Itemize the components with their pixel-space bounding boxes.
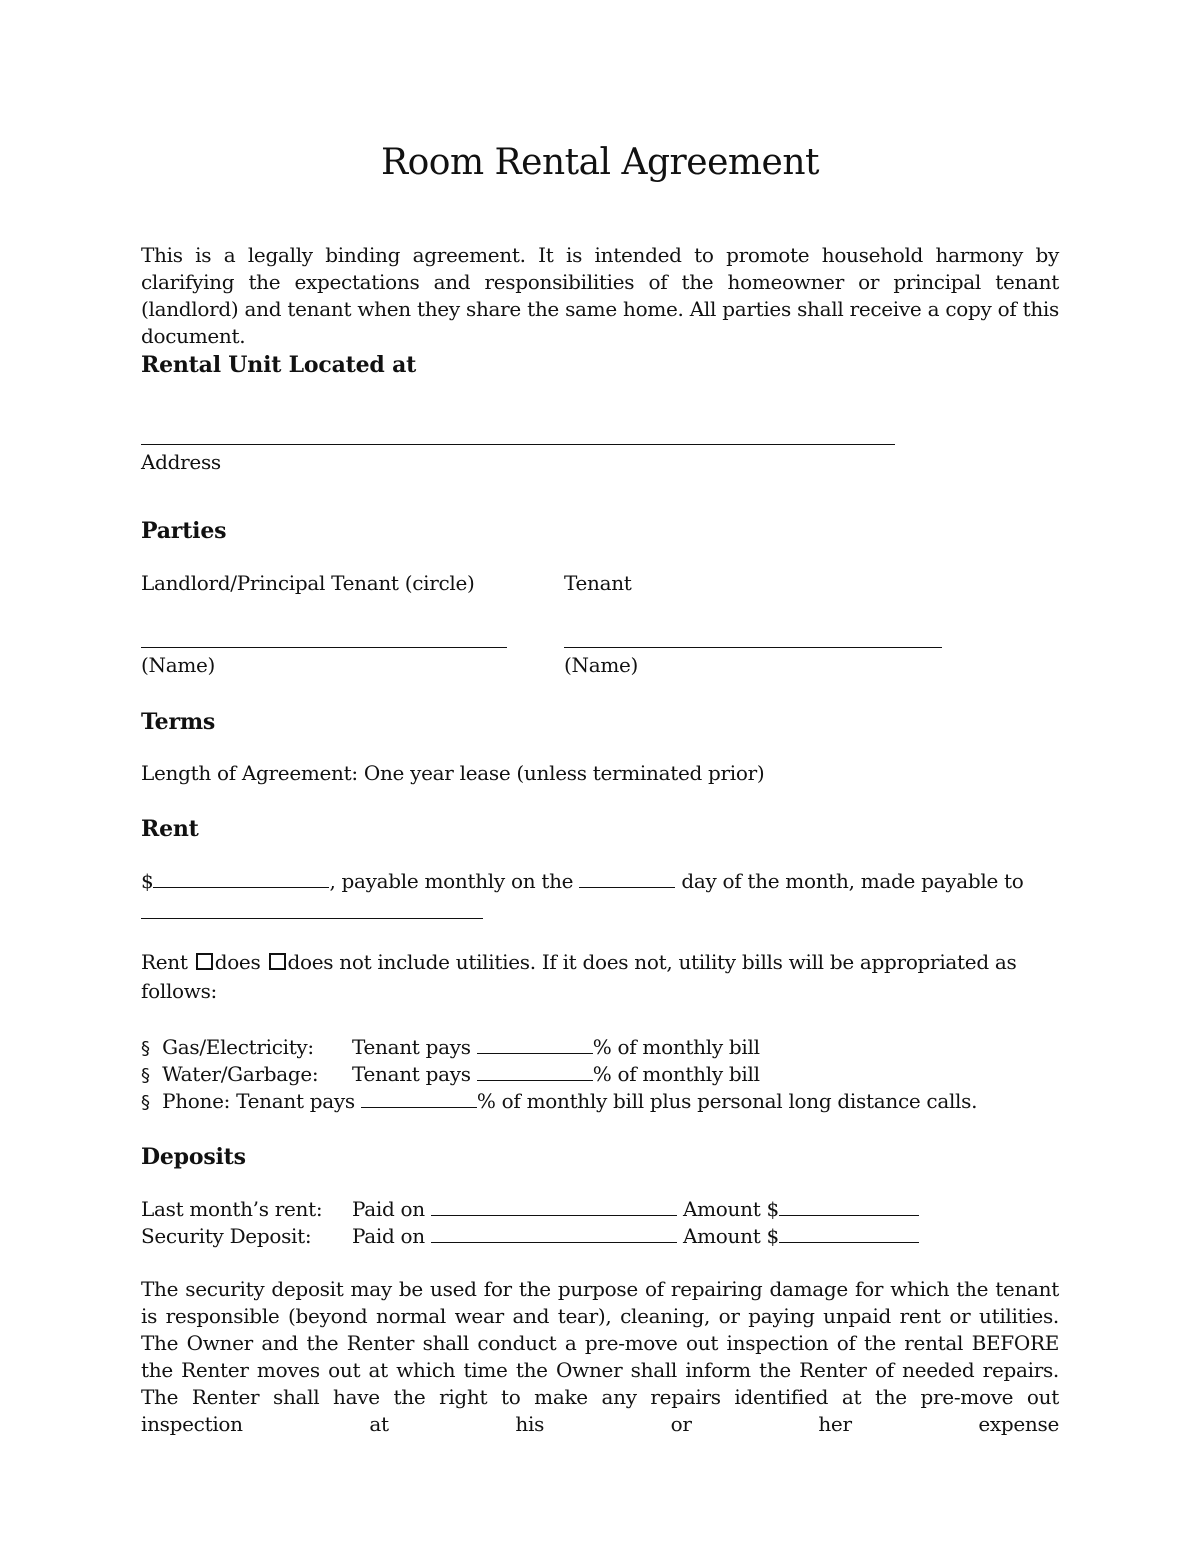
security-deposit-paragraph: The security deposit may be used for the purpose of repairing damage for which the tenant is responsible (beyond normal wear and tear), cleaning, or paying unpaid rent or utilities. The Owner and the Renter shall conduct a pre-move out inspection of the rental BEFORE the Renter moves out at which time the Owner shall inform the Renter of needed repairs. The Renter shall have the right to make any repairs identified at the pre-move out inspection at his or her expense [141,1277,1059,1436]
utility-row-gas [141,1034,314,1062]
last-month-amount-blank[interactable] [779,1197,919,1216]
deposits-heading: Deposits [141,1144,246,1170]
utilities-line [141,949,1016,976]
paid-on-text: Paid on [352,1197,425,1221]
landlord-label: Landlord/Principal Tenant (circle) [141,571,475,595]
intro-paragraph: This is a legally binding agreement. It is intended to promote household harmony by clarifying the expectations and responsibilities of the homeowner or principal tenant (landlord) and tenant when they share the same home. All parties shall receive a copy of this document. [141,243,1059,348]
tenant-name-blank-line[interactable] [564,647,942,648]
utility-label: Water/Garbage: [162,1062,319,1086]
dollar-sign: $ [141,869,154,893]
deposit-row-security [352,1223,919,1250]
bullet-icon: § [141,1092,150,1113]
deposit-row-last-month [352,1196,919,1223]
does-not-include-checkbox[interactable] [269,953,286,970]
security-amount-blank[interactable] [779,1224,919,1243]
utility-gas-payer [352,1034,760,1061]
rent-word: Rent [141,950,188,974]
terms-heading: Terms [141,709,216,735]
tenant-label: Tenant [564,571,632,595]
landlord-name-label: (Name) [141,653,216,677]
follows-text: follows: [141,979,217,1003]
last-month-paid-on-blank[interactable] [431,1197,677,1216]
paid-on-text: Paid on [352,1224,425,1248]
amount-text: Amount $ [683,1197,779,1221]
tenant-name-label: (Name) [564,653,639,677]
rental-unit-heading: Rental Unit Located at [141,352,417,378]
utility-suffix: % of monthly bill [592,1062,760,1086]
day-of-month-text: day of the month, made payable to [681,869,1024,893]
gas-percent-blank[interactable] [477,1035,593,1054]
phone-percent-blank[interactable] [361,1089,477,1108]
phone-suffix: % of monthly bill plus personal long distance calls. [476,1089,978,1113]
amount-text: Amount $ [683,1224,779,1248]
rent-heading: Rent [141,816,199,842]
deposit-row-label: Security Deposit: [141,1224,312,1248]
rent-day-blank[interactable] [579,869,675,888]
bullet-icon: § [141,1038,150,1059]
address-blank-line[interactable] [141,444,895,445]
rent-payment-line [141,868,1024,895]
agreement-length: Length of Agreement: One year lease (unless terminated prior) [141,761,765,785]
utility-row-phone [141,1088,977,1116]
payable-monthly-text: , payable monthly on the [329,869,574,893]
deposit-row-label: Last month’s rent: [141,1197,323,1221]
water-percent-blank[interactable] [477,1062,593,1081]
page-title: Room Rental Agreement [381,142,819,183]
utility-water-payer [352,1061,760,1088]
security-paid-on-blank[interactable] [431,1224,677,1243]
does-not-label: does not include utilities. If it does not, utility bills will be appropriated as [287,950,1017,974]
utility-row-water [141,1061,318,1089]
payable-to-blank-line[interactable] [141,918,483,919]
rent-amount-blank[interactable] [153,869,329,888]
bullet-icon: § [141,1065,150,1086]
does-include-checkbox[interactable] [196,953,213,970]
landlord-name-blank-line[interactable] [141,647,507,648]
does-label: does [214,950,261,974]
payer-text: Tenant pays [352,1035,471,1059]
utility-suffix: % of monthly bill [592,1035,760,1059]
utility-label: Gas/Electricity: [162,1035,314,1059]
phone-label: Phone: Tenant pays [162,1089,355,1113]
address-label: Address [141,450,221,474]
parties-heading: Parties [141,518,227,544]
payer-text: Tenant pays [352,1062,471,1086]
